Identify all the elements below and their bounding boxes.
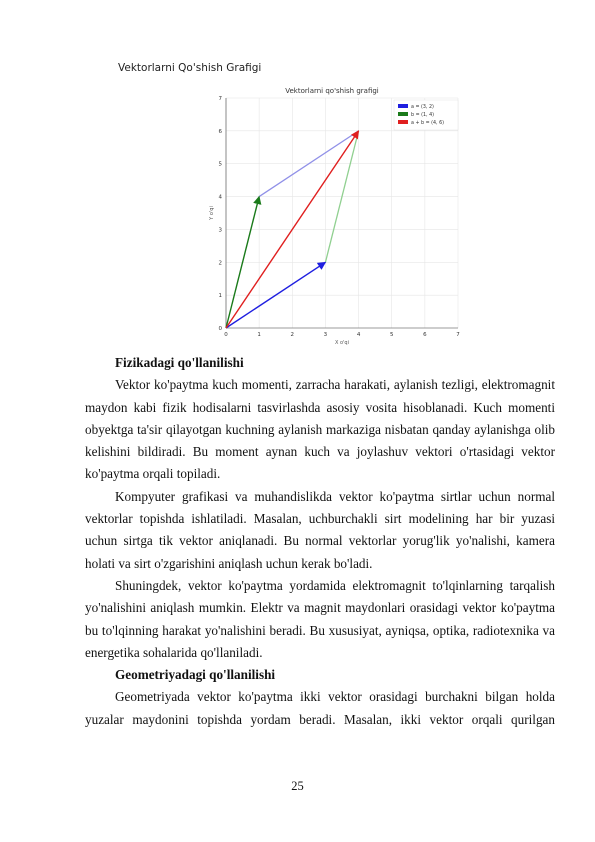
- y-tick-label: 1: [218, 293, 222, 300]
- vector-chart: [204, 84, 462, 346]
- x-axis-label: X o'qi: [334, 340, 350, 346]
- legend-swatch: [398, 112, 408, 116]
- y-tick-label: 0: [218, 326, 222, 332]
- paragraph: Vektor ko'paytma kuch momenti, zarracha harakati, aylanish tezligi, elektromagnit maydon kabi fizik hodisalarni tasvirlashda asosiy vosita hisoblanadi. Kuch momenti obyektga ta'sir qilayotgan kuchning aylanish markaziga nisbatan qanday aylanishga olib kelishini bildiradi. Bu moment aynan kuch va joylashuv vektori o'rtasidagi vektor ko'paytma orqali topiladi.: [85, 377, 555, 482]
- y-tick-label: 6: [218, 128, 222, 135]
- x-tick-label: 4: [356, 332, 361, 338]
- body-text: [85, 352, 555, 731]
- x-tick-label: 5: [389, 332, 394, 338]
- x-tick-label: 0: [224, 332, 228, 338]
- x-tick-label: 7: [456, 332, 460, 338]
- y-tick-label: 7: [218, 96, 222, 102]
- x-tick-label: 2: [290, 332, 295, 338]
- x-tick-label: 3: [323, 332, 328, 338]
- y-tick-label: 3: [218, 227, 222, 234]
- x-tick-label: 6: [423, 332, 427, 338]
- paragraph: Shuningdek, vektor ko'paytma yordamida elektromagnit to'lqinlarning tarqalish yo'nalishini aniqlash mumkin. Elektr va magnit maydonlari orasidagi vektor ko'paytma bu to'lqinning harakat yo'nalishini beradi. Bu xususiyat, ayniqsa, optika, radiotexnika va energetika sohalarida qo'llaniladi.: [85, 577, 555, 660]
- y-tick-label: 5: [218, 161, 222, 168]
- legend-label: b = (1, 4): [411, 113, 435, 118]
- legend-label: a + b = (4, 6): [411, 121, 445, 126]
- paragraph: Geometriyada vektor ko'paytma ikki vektor orasidagi burchakni bilgan holda yuzalar maydonini topishda yordam beradi. Masalan, ikki vektor orqali qurilgan: [85, 689, 555, 727]
- page-number: 25: [291, 779, 304, 793]
- chart-title: Vektorlarni qo'shish grafigi: [285, 87, 379, 95]
- paragraph: Kompyuter grafikasi va muhandislikda vektor ko'paytma sirtlar uchun normal vektorlar topishda ishlatiladi. Masalan, uchburchakli sirt modelining har bir yuzasi uchun sirtga tik vektor aniqlanadi. Bu normal vektorlar yorug'lik yo'nalishi, kamera holati va sirt o'zgarishini aniqlash uchun kerak bo'ladi.: [85, 488, 555, 571]
- chart-svg: [204, 84, 462, 346]
- figure-heading: Vektorlarni Qo'shish Grafigi: [118, 62, 262, 74]
- legend-swatch: [398, 104, 408, 108]
- x-tick-label: 1: [257, 332, 261, 338]
- legend-label: a = (3, 2): [411, 105, 434, 110]
- y-axis-label: Y o'qi: [209, 206, 215, 220]
- y-tick-label: 2: [218, 260, 222, 267]
- section-heading-geometry: Geometriyadagi qo'llanilishi: [115, 667, 276, 683]
- section-heading-physics: Fizikadagi qo'llanilishi: [115, 355, 244, 370]
- y-tick-label: 4: [218, 194, 222, 201]
- legend-swatch: [398, 120, 408, 124]
